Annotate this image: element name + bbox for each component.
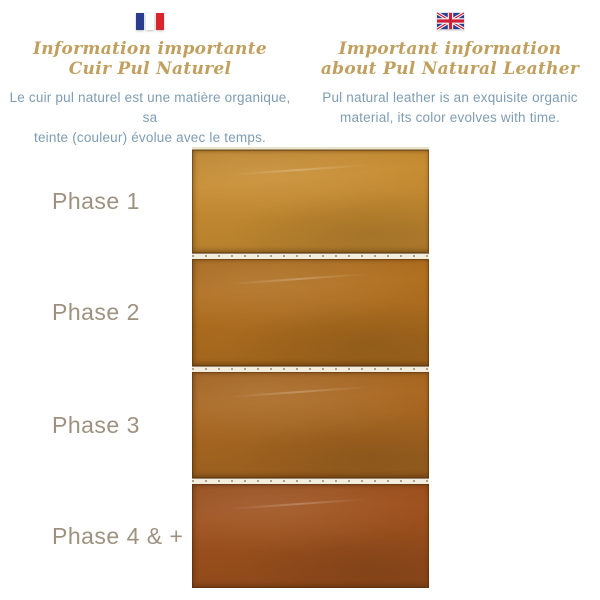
- phase-2-swatch: [192, 259, 429, 366]
- french-body-line1: Le cuir pul naturel est une matière organique, sa: [9, 90, 291, 125]
- french-heading: [4, 39, 296, 79]
- english-heading-line2: about Pul Natural Leather: [320, 59, 580, 79]
- uk-flag-icon: [437, 12, 464, 30]
- english-heading-line1: Important information: [338, 39, 562, 59]
- phase-3-label: Phase 3: [52, 411, 140, 438]
- french-body-line2: teinte (couleur) évolue avec le temps.: [34, 130, 266, 145]
- french-section: [4, 10, 296, 148]
- phase-4-label: Phase 4 & +: [52, 522, 184, 549]
- english-heading: [304, 39, 596, 79]
- phase-row-4: [0, 484, 600, 588]
- french-heading-line2: Cuir Pul Naturel: [68, 59, 232, 79]
- phase-swatch-panel: [0, 147, 600, 588]
- french-flag-icon: [136, 13, 164, 30]
- english-section: [304, 10, 596, 128]
- english-body: [304, 88, 596, 128]
- phase-3-swatch: [192, 372, 429, 478]
- english-body-line1: Pul natural leather is an exquisite organic: [322, 90, 578, 105]
- english-body-line2: material, its color evolves with time.: [340, 110, 560, 125]
- phase-1-swatch: [192, 150, 429, 253]
- phase-row-3: [0, 372, 600, 478]
- phase-2-label: Phase 2: [52, 299, 140, 325]
- phase-1-label: Phase 1: [52, 188, 140, 214]
- phase-row-2: [0, 259, 600, 366]
- phase-row-1: [0, 150, 600, 253]
- french-heading-line1: Information importante: [33, 39, 267, 59]
- french-body: [4, 88, 296, 148]
- phase-4-swatch: [192, 484, 429, 588]
